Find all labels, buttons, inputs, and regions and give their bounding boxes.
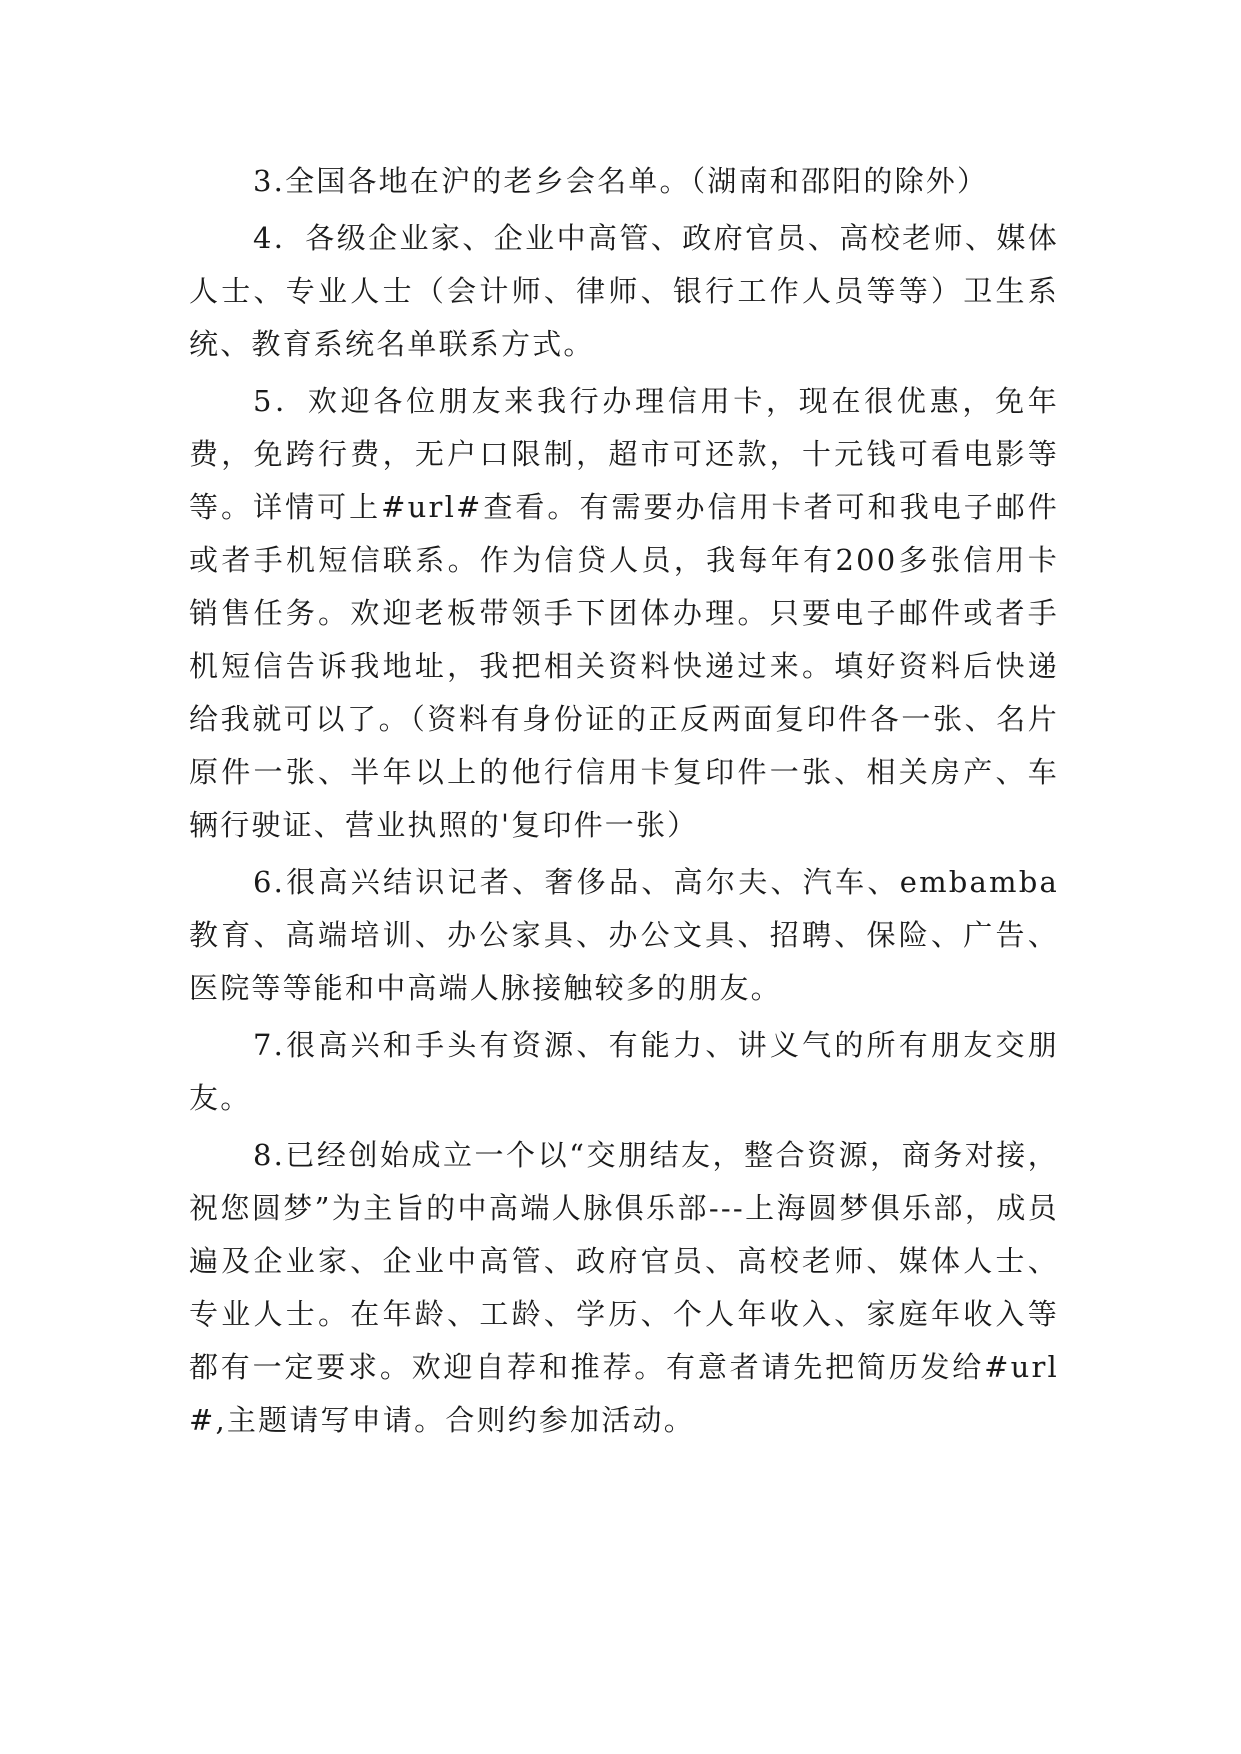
- paragraph-item-4: 4．各级企业家、企业中高管、政府官员、高校老师、媒体人士、专业人士（会计师、律师、银行工作人员等等）卫生系统、教育系统名单联系方式。: [189, 221, 1059, 361]
- paragraph-item-6: 6.很高兴结识记者、奢侈品、高尔夫、汽车、embamba教育、高端培训、办公家具、办公文具、招聘、保险、广告、医院等等能和中高端人脉接触较多的朋友。: [189, 865, 1059, 1005]
- paragraph-item-8: 8.已经创始成立一个以“交朋结友，整合资源，商务对接，祝您圆梦”为主旨的中高端人脉俱乐部---上海圆梦俱乐部，成员遍及企业家、企业中高管、政府官员、高校老师、媒体人士、专业人士。在年龄、工龄、学历、个人年收入、家庭年收入等都有一定要求。欢迎自荐和推荐。有意者请先把简历发给#url#,主题请写申请。合则约参加活动。: [189, 1138, 1059, 1437]
- paragraph-item-7: 7.很高兴和手头有资源、有能力、讲义气的所有朋友交朋友。: [189, 1028, 1059, 1115]
- paragraph-item-5: 5．欢迎各位朋友来我行办理信用卡，现在很优惠，免年费，免跨行费，无户口限制，超市可还款，十元钱可看电影等等。详情可上#url#查看。有需要办信用卡者可和我电子邮件或者手机短信联系。作为信贷人员，我每年有200多张信用卡销售任务。欢迎老板带领手下团体办理。只要电子邮件或者手机短信告诉我地址，我把相关资料快递过来。填好资料后快递给我就可以了。（资料有身份证的正反两面复印件各一张、名片原件一张、半年以上的他行信用卡复印件一张、相关房产、车辆行驶证、营业执照的'复印件一张）: [189, 384, 1059, 842]
- paragraph-item-3: 3.全国各地在沪的老乡会名单。（湖南和邵阳的除外）: [253, 164, 989, 198]
- document-body: [189, 155, 1059, 1451]
